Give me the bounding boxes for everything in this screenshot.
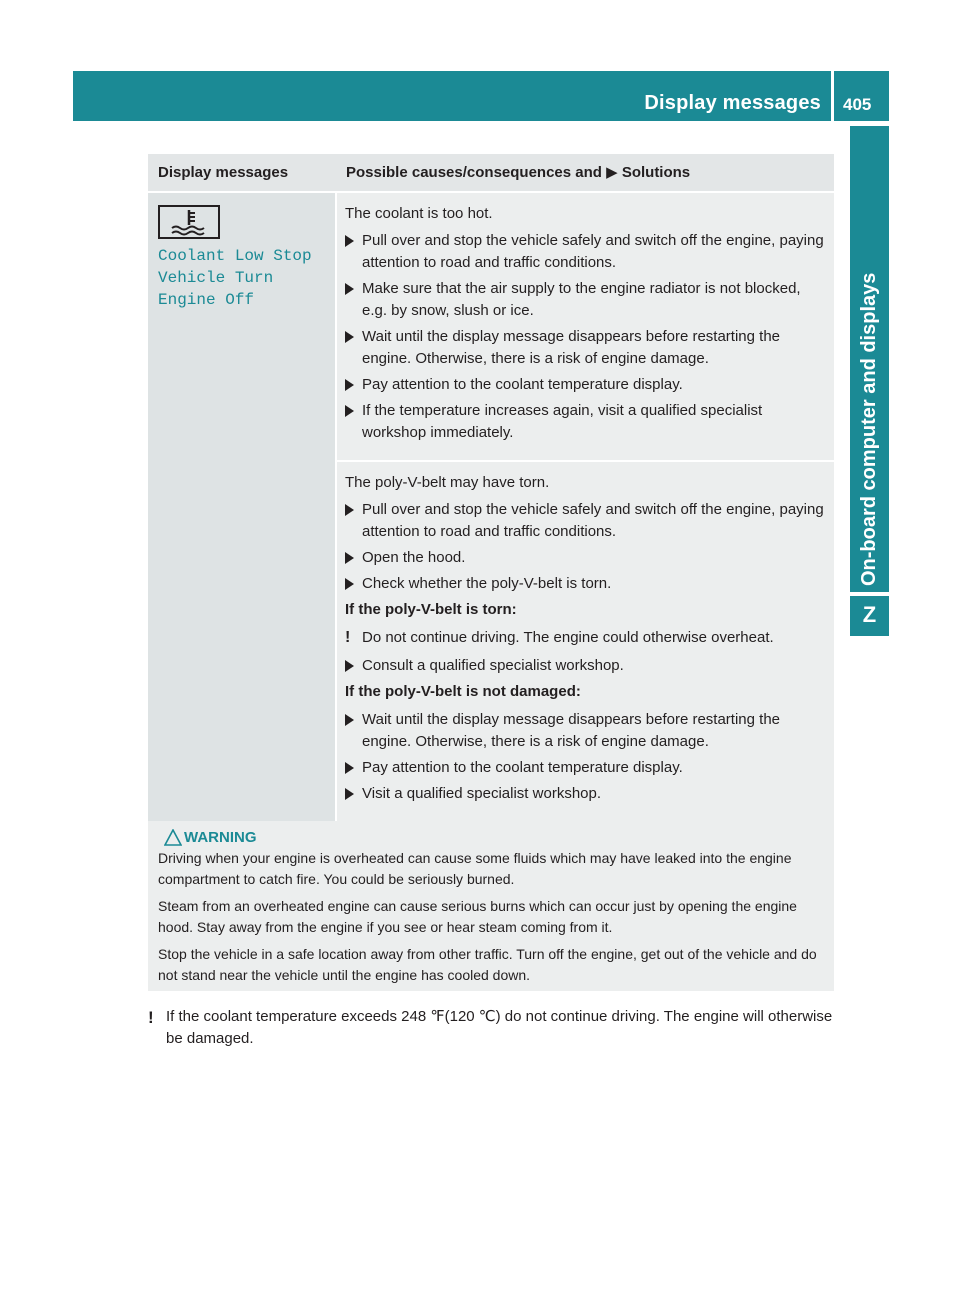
arrow-right-icon <box>345 660 354 672</box>
temperature-note <box>148 1006 834 1050</box>
caution-note: ! Do not continue driving. The engine could otherwise overheat. <box>345 629 774 646</box>
solution-cell-belt <box>336 461 834 821</box>
column-header-display-messages: Display messages <box>148 154 336 192</box>
warning-title: WARNING <box>184 829 257 846</box>
condition-heading: If the poly-V-belt is torn: <box>345 601 517 618</box>
temperature-note-text: If the coolant temperature exceeds 248 ℉(120 ℃) do not continue driving. The engine will otherwise be damaged. <box>166 1008 833 1047</box>
display-message-text <box>158 245 325 311</box>
exclamation-icon: ! <box>345 629 351 646</box>
display-line: Vehicle Turn <box>158 269 274 287</box>
warning-heading <box>158 827 824 848</box>
header-separator <box>831 71 834 121</box>
table-row <box>148 192 834 461</box>
arrow-right-icon <box>345 714 354 726</box>
solution-step: Make sure that the air supply to the engine radiator is not blocked, e.g. by snow, slush or ice. <box>345 278 828 322</box>
warning-triangle-icon <box>164 829 182 846</box>
warning-paragraph: Stop the vehicle in a safe location away from other traffic. Turn off the engine, get out of the vehicle and do not stand near the vehicle until the engine has cooled down. <box>158 946 817 983</box>
arrow-right-icon <box>345 235 354 247</box>
solution-step: Consult a qualified specialist workshop. <box>345 655 828 677</box>
coolant-temperature-icon <box>158 205 220 239</box>
solution-step: Check whether the poly-V-belt is torn. <box>345 573 828 595</box>
exclamation-icon: ! <box>148 1008 154 1027</box>
arrow-right-icon <box>345 552 354 564</box>
arrow-right-icon <box>345 504 354 516</box>
solution-step: Pull over and stop the vehicle safely and switch off the engine, paying attention to road and traffic conditions. <box>345 230 828 274</box>
solution-step: Wait until the display message disappears before restarting the engine. Otherwise, there is a risk of engine damage. <box>345 326 828 370</box>
warning-paragraph: Driving when your engine is overheated can cause some fluids which may have leaked into the engine compartment to catch fire. You could be seriously burned. <box>158 850 792 887</box>
arrow-right-icon <box>345 788 354 800</box>
solution-step: Pull over and stop the vehicle safely and switch off the engine, paying attention to road and traffic conditions. <box>345 499 828 543</box>
cause-text: The poly-V-belt may have torn. <box>345 474 550 491</box>
arrow-right-icon <box>345 762 354 774</box>
solution-cell-overheat <box>336 192 834 461</box>
cause-text: The coolant is too hot. <box>345 205 493 222</box>
table-header-row <box>148 154 834 192</box>
display-message-cell <box>148 192 336 821</box>
arrow-right-icon <box>345 283 354 295</box>
solution-step: Wait until the display message disappears before restarting the engine. Otherwise, there is a risk of engine damage. <box>345 709 828 753</box>
section-tab-letter: Z <box>862 602 877 627</box>
warning-paragraph: Steam from an overheated engine can cause serious burns which can occur just by opening the engine hood. Stay away from the engine if you see or hear steam coming from it. <box>158 898 797 935</box>
arrow-right-icon <box>345 379 354 391</box>
page-header <box>73 71 889 121</box>
solution-step: Open the hood. <box>345 547 828 569</box>
condition-heading: If the poly-V-belt is not damaged: <box>345 683 581 700</box>
solution-step: Visit a qualified specialist workshop. <box>345 783 828 805</box>
column-header-solutions: Possible causes/consequences and ▶ Solutions <box>336 154 834 192</box>
page-number: 405 <box>843 95 872 114</box>
solution-step: Pay attention to the coolant temperature display. <box>345 757 828 779</box>
section-tab <box>850 592 889 636</box>
display-line: Coolant Low Stop <box>158 247 312 265</box>
solution-step: If the temperature increases again, visit a qualified specialist workshop immediately. <box>345 400 828 444</box>
header-title: Display messages <box>644 92 821 114</box>
warning-box <box>148 821 834 991</box>
display-line: Engine Off <box>158 291 255 309</box>
arrow-right-icon <box>345 578 354 590</box>
solution-step: Pay attention to the coolant temperature display. <box>345 374 828 396</box>
arrow-right-icon <box>345 405 354 417</box>
arrow-right-icon <box>345 331 354 343</box>
section-title: On-board computer and displays <box>858 272 880 586</box>
display-messages-table <box>148 154 834 821</box>
